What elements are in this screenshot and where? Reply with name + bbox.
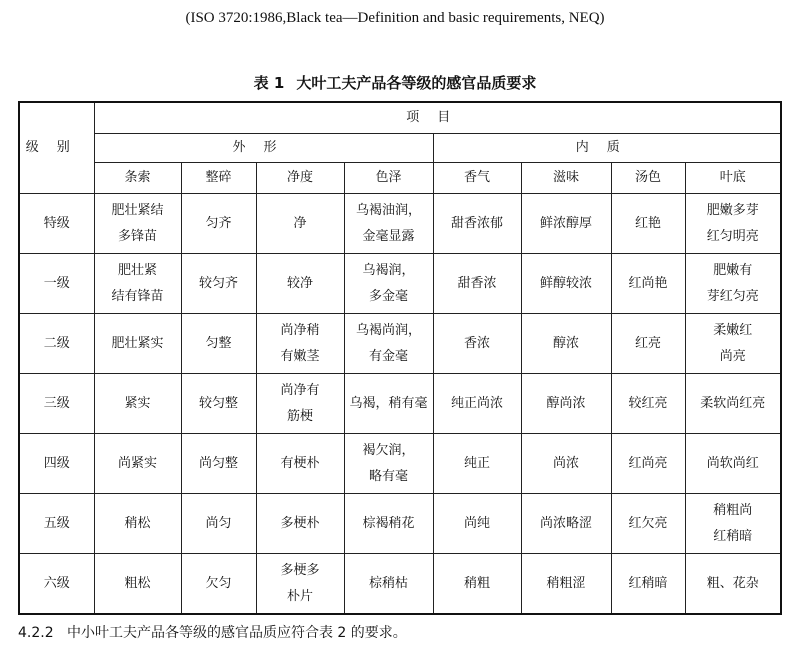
table-cell: 较红亮 bbox=[611, 374, 685, 434]
footer-paragraph bbox=[18, 622, 407, 642]
table-cell: 鲜浓醇厚 bbox=[521, 194, 611, 254]
table-title: 大叶工夫产品各等级的感官品质要求 bbox=[296, 74, 537, 92]
table-row bbox=[19, 314, 781, 374]
appearance-group-header: 外形 bbox=[94, 134, 433, 163]
table-cell: 肥壮紧实 bbox=[94, 314, 181, 374]
table-cell: 醇浓 bbox=[521, 314, 611, 374]
table-cell: 较匀整 bbox=[181, 374, 256, 434]
table-row bbox=[19, 494, 781, 554]
standard-reference: (ISO 3720:1986,Black tea—Definition and basic requirements, NEQ) bbox=[185, 10, 605, 26]
table-cell: 尚净稍 有嫩茎 bbox=[256, 314, 344, 374]
table-cell: 粗、花杂 bbox=[685, 554, 781, 615]
table-cell: 尚紧实 bbox=[94, 434, 181, 494]
clause-text: 中小叶工夫产品各等级的感官品质应符合表 2 的要求。 bbox=[66, 625, 407, 641]
table-cell: 尚浓 bbox=[521, 434, 611, 494]
table-cell: 红尚艳 bbox=[611, 254, 685, 314]
table-cell: 棕稍枯 bbox=[344, 554, 433, 615]
table-cell: 柔软尚红亮 bbox=[685, 374, 781, 434]
clause-number: 4.2.2 bbox=[18, 625, 54, 641]
table-cell: 尚净有 筋梗 bbox=[256, 374, 344, 434]
table-cell: 红尚亮 bbox=[611, 434, 685, 494]
table-row bbox=[19, 374, 781, 434]
table-cell: 乌褐油润， 金毫显露 bbox=[344, 194, 433, 254]
table-row bbox=[19, 434, 781, 494]
table-cell: 有梗朴 bbox=[256, 434, 344, 494]
table-cell: 净 bbox=[256, 194, 344, 254]
table-cell: 稍粗尚 红稍暗 bbox=[685, 494, 781, 554]
grade-cell: 六级 bbox=[19, 554, 94, 615]
table-row bbox=[19, 194, 781, 254]
grade-cell: 一级 bbox=[19, 254, 94, 314]
table-cell: 较匀齐 bbox=[181, 254, 256, 314]
table-cell: 匀整 bbox=[181, 314, 256, 374]
grade-header: 级别 bbox=[19, 102, 94, 194]
grade-cell: 三级 bbox=[19, 374, 94, 434]
column-header: 净度 bbox=[256, 163, 344, 194]
table-cell: 尚匀整 bbox=[181, 434, 256, 494]
table-cell: 柔嫩红 尚亮 bbox=[685, 314, 781, 374]
table-cell: 红稍暗 bbox=[611, 554, 685, 615]
table-cell: 尚纯 bbox=[433, 494, 521, 554]
table-cell: 鲜醇较浓 bbox=[521, 254, 611, 314]
table-cell: 纯正尚浓 bbox=[433, 374, 521, 434]
table-caption bbox=[0, 72, 790, 93]
grade-cell: 五级 bbox=[19, 494, 94, 554]
table-cell: 较净 bbox=[256, 254, 344, 314]
table-cell: 尚浓略涩 bbox=[521, 494, 611, 554]
sensory-quality-table bbox=[18, 101, 782, 615]
table-cell: 红欠亮 bbox=[611, 494, 685, 554]
grade-cell: 二级 bbox=[19, 314, 94, 374]
table-cell: 甜香浓 bbox=[433, 254, 521, 314]
table-row bbox=[19, 254, 781, 314]
table-cell: 肥壮紧 结有锋苗 bbox=[94, 254, 181, 314]
table-cell: 尚匀 bbox=[181, 494, 256, 554]
table-cell: 紧实 bbox=[94, 374, 181, 434]
table-cell: 香浓 bbox=[433, 314, 521, 374]
column-header: 汤色 bbox=[611, 163, 685, 194]
grade-cell: 四级 bbox=[19, 434, 94, 494]
table-row bbox=[19, 554, 781, 615]
table-cell: 乌褐尚润， 有金毫 bbox=[344, 314, 433, 374]
table-cell: 肥壮紧结 多锋苗 bbox=[94, 194, 181, 254]
column-header: 整碎 bbox=[181, 163, 256, 194]
table-cell: 红亮 bbox=[611, 314, 685, 374]
table-cell: 红艳 bbox=[611, 194, 685, 254]
table-number: 表 1 bbox=[253, 74, 285, 92]
table-cell: 乌褐润， 多金毫 bbox=[344, 254, 433, 314]
table-cell: 稍松 bbox=[94, 494, 181, 554]
table-cell: 褐欠润， 略有毫 bbox=[344, 434, 433, 494]
table-cell: 多梗朴 bbox=[256, 494, 344, 554]
table-cell: 甜香浓郁 bbox=[433, 194, 521, 254]
table-cell: 稍粗 bbox=[433, 554, 521, 615]
table-cell: 欠匀 bbox=[181, 554, 256, 615]
column-header: 色泽 bbox=[344, 163, 433, 194]
intrinsic-quality-group-header: 内质 bbox=[433, 134, 781, 163]
table-cell: 粗松 bbox=[94, 554, 181, 615]
table-cell: 尚软尚红 bbox=[685, 434, 781, 494]
column-header: 条索 bbox=[94, 163, 181, 194]
column-header: 叶底 bbox=[685, 163, 781, 194]
table-cell: 肥嫩有 芽红匀亮 bbox=[685, 254, 781, 314]
table-cell: 匀齐 bbox=[181, 194, 256, 254]
table-cell: 纯正 bbox=[433, 434, 521, 494]
table-cell: 稍粗涩 bbox=[521, 554, 611, 615]
column-header: 滋味 bbox=[521, 163, 611, 194]
table-cell: 棕褐稍花 bbox=[344, 494, 433, 554]
table-cell: 乌褐，稍有毫 bbox=[344, 374, 433, 434]
table-cell: 多梗多 朴片 bbox=[256, 554, 344, 615]
items-header: 项目 bbox=[94, 102, 781, 134]
grade-cell: 特级 bbox=[19, 194, 94, 254]
table-cell: 醇尚浓 bbox=[521, 374, 611, 434]
column-header: 香气 bbox=[433, 163, 521, 194]
table-cell: 肥嫩多芽 红匀明亮 bbox=[685, 194, 781, 254]
